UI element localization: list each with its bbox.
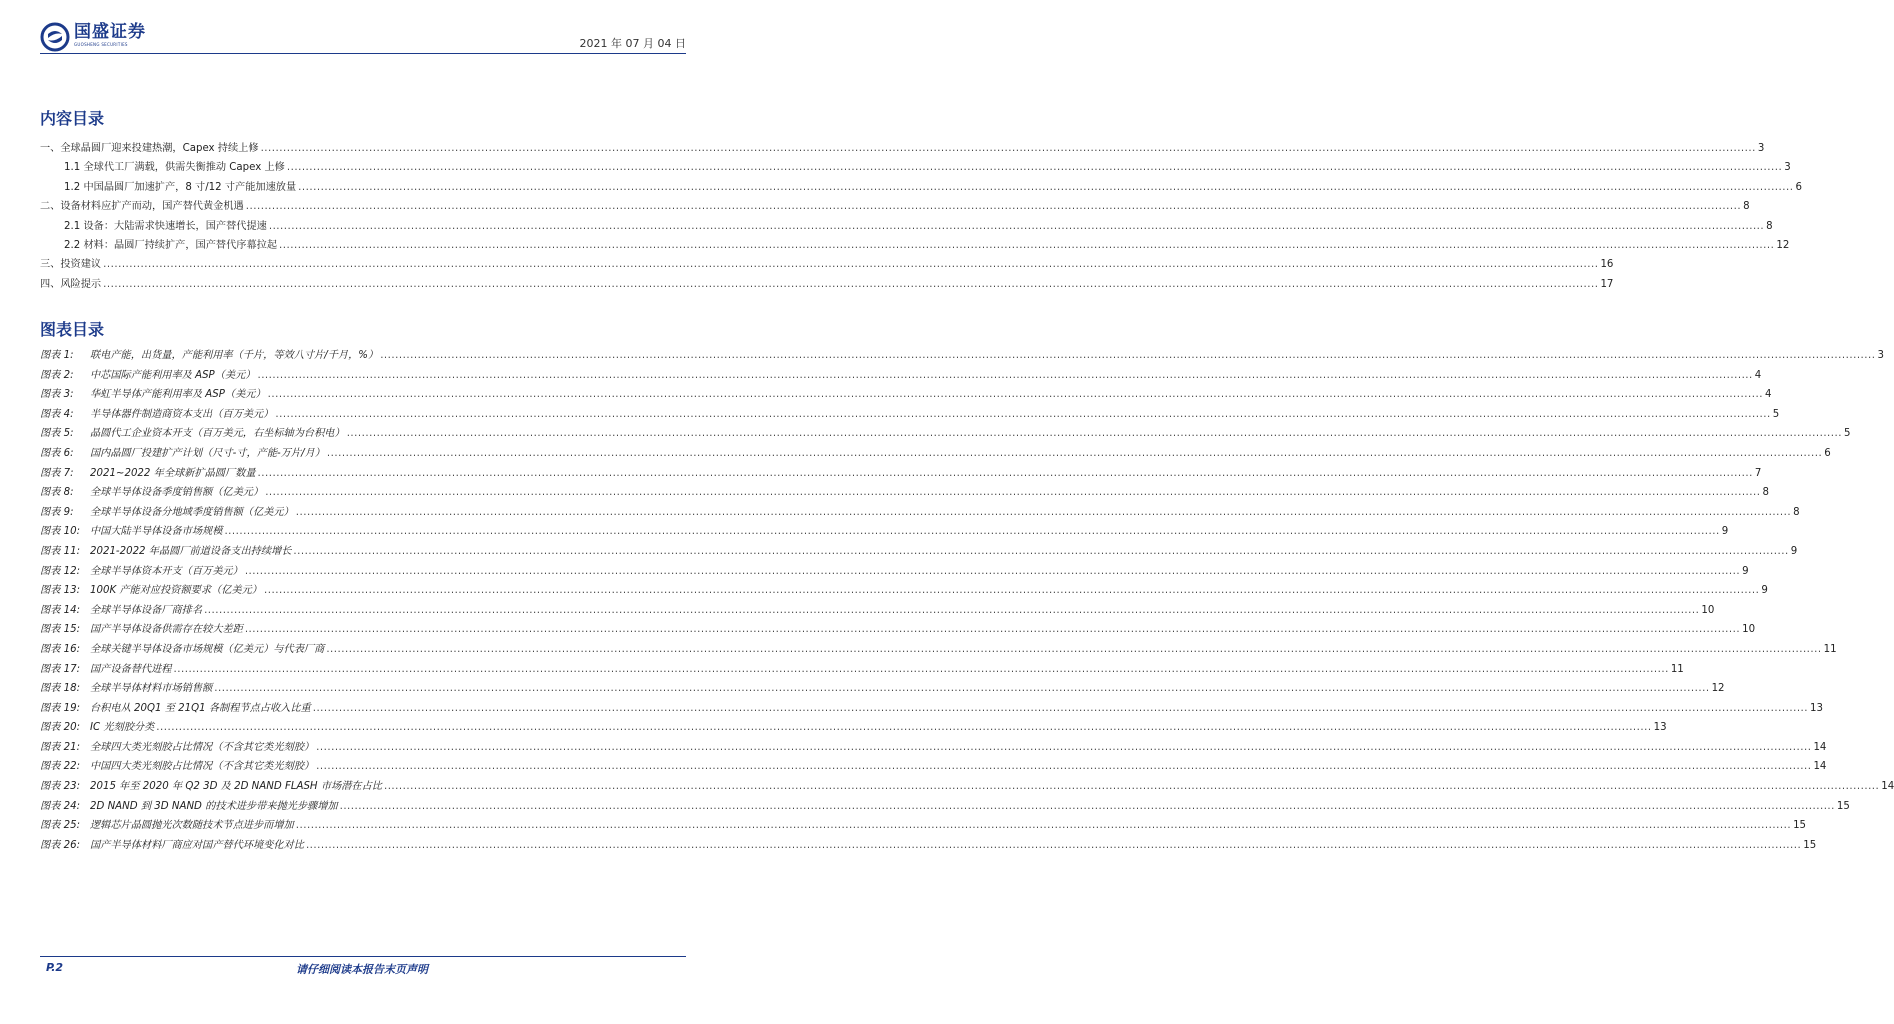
figure-entry[interactable] [40,483,1769,503]
figure-leader-dots: ................................................................................................................................................................................................................................................................................................................................................................................................................ [293,545,1789,557]
figure-entry-label: 中国四大类光刻胶占比情况（不含其它类光刻胶） [90,761,315,773]
figure-entry-page: 12 [1711,683,1725,695]
figure-entry-label: 逻辑芯片晶圆抛光次数随技术节点进步而增加 [90,820,294,832]
figure-entry-label: 国产设备替代进程 [90,663,172,675]
figure-entry[interactable] [40,464,1762,484]
figure-entry[interactable] [40,777,1894,797]
page-header [0,0,724,60]
figure-leader-dots: ................................................................................................................................................................................................................................................................................................................................................................................................................ [312,702,1809,714]
figure-entry-number: 图表 15: [40,624,81,636]
figure-entry-label: 国产半导体设备供需存在较大差距 [90,624,243,636]
figure-entry[interactable] [40,797,1850,817]
toc-leader-dots: ................................................................................................................................................................................................................................................................................................................................................................................................................ [103,259,1599,271]
figure-leader-dots: ................................................................................................................................................................................................................................................................................................................................................................................................................ [339,800,1835,812]
figure-entry-page: 9 [1721,526,1729,538]
brand-name: 国盛证券 [74,22,146,42]
figure-entry-label: 国产半导体材料厂商应对国产替代环境变化对比 [90,839,304,851]
toc-entry-page: 8 [1766,220,1773,232]
figure-entry[interactable] [40,522,1729,542]
figure-entry[interactable] [40,816,1807,836]
figure-entry-label: IC 光刻胶分类 [90,722,155,734]
toc-leader-dots: ................................................................................................................................................................................................................................................................................................................................................................................................................ [245,201,1742,213]
figure-entry-page: 7 [1754,467,1762,479]
figure-entry-page: 5 [1772,408,1780,420]
figure-entry-label: 国内晶圆厂投建扩产计划（尺寸-寸，产能-万片/月） [90,447,325,459]
figure-entry[interactable] [40,699,1823,719]
toc-entry-page: 3 [1784,162,1791,174]
figure-leader-dots: ................................................................................................................................................................................................................................................................................................................................................................................................................ [214,683,1710,695]
figure-entry[interactable] [40,640,1837,660]
figure-entry[interactable] [40,581,1768,601]
figure-leader-dots: ................................................................................................................................................................................................................................................................................................................................................................................................................ [264,585,1760,597]
figure-entry-page: 9 [1742,565,1749,577]
figure-leader-dots: ................................................................................................................................................................................................................................................................................................................................................................................................................ [295,820,1792,832]
figure-entry-page: 14 [1813,761,1827,773]
figure-entry-label: 全球半导体设备季度销售额（亿美元） [90,487,264,499]
toc-entry-page: 3 [1757,143,1765,154]
figure-entry-page: 15 [1793,820,1807,832]
figure-entry[interactable] [40,836,1817,856]
figure-entry-number: 图表 16: [40,643,81,655]
figure-entry-label: 全球四大类光刻胶占比情况（不含其它类光刻胶） [90,741,315,753]
brand-logo [40,22,146,52]
contents-title: 内容目录 [40,109,105,128]
footer-divider [40,956,686,957]
figure-entry-page: 15 [1803,839,1817,851]
toc-entry-page: 12 [1776,239,1790,251]
figure-entry-page: 9 [1761,585,1768,597]
figure-entry[interactable] [40,444,1831,464]
figure-entry-label: 全球关键半导体设备市场规模（亿美元）与代表厂商 [90,643,325,655]
figures-title: 图表目录 [40,320,105,339]
toc-leader-dots: ................................................................................................................................................................................................................................................................................................................................................................................................................ [260,143,1756,154]
figure-entry-page: 13 [1653,722,1667,734]
figure-entry[interactable] [40,738,1827,758]
figure-entry-number: 图表 12: [40,565,81,577]
figure-entry-number: 图表 7: [40,467,74,479]
figure-leader-dots: ................................................................................................................................................................................................................................................................................................................................................................................................................ [380,350,1876,361]
figure-entry-label: 2D NAND 到 3D NAND 的技术进步带来抛光步骤增加 [90,800,338,812]
figure-leader-dots: ................................................................................................................................................................................................................................................................................................................................................................................................................ [346,428,1843,440]
toc-entry-page: 6 [1795,181,1802,193]
figure-leader-dots: ................................................................................................................................................................................................................................................................................................................................................................................................................ [224,526,1720,538]
header-divider [40,53,686,54]
figure-entry[interactable] [40,660,1684,680]
figure-entry-label: 全球半导体材料市场销售额 [90,683,213,695]
figure-entry-page: 5 [1844,428,1851,440]
figure-entry-number: 图表 13: [40,585,81,597]
figure-entry-label: 华虹半导体产能利用率及 ASP（美元） [90,389,266,401]
figure-entry-page: 4 [1754,369,1762,381]
figure-leader-dots: ................................................................................................................................................................................................................................................................................................................................................................................................................ [257,369,1753,381]
figure-leader-dots: ................................................................................................................................................................................................................................................................................................................................................................................................................ [265,487,1761,499]
toc-entry[interactable] [40,275,1614,294]
figure-entry-page: 4 [1764,389,1772,401]
toc-entry-page: 16 [1600,259,1614,271]
figure-entry-number: 图表 24: [40,800,81,812]
figure-entry-page: 13 [1810,702,1823,714]
figure-leader-dots: ................................................................................................................................................................................................................................................................................................................................................................................................................ [295,506,1792,518]
toc-entry[interactable] [40,217,1773,236]
figure-leader-dots: ................................................................................................................................................................................................................................................................................................................................................................................................................ [305,839,1802,851]
figure-entry-label: 联电产能，出货量，产能利用率（千片，等效八寸片/千月，%） [90,350,379,361]
figure-entry[interactable] [40,405,1780,425]
figures-list [40,346,1894,855]
toc-entry-label: 四、风险提示 [40,278,102,290]
figure-entry-number: 图表 25: [40,820,81,832]
figure-entry-number: 图表 20: [40,722,81,734]
page-number: P.2 [46,961,64,974]
contents-list [40,139,1802,294]
toc-entry[interactable] [40,236,1790,255]
figure-entry-label: 中国大陆半导体设备市场规模 [90,526,223,538]
figure-entry-page: 11 [1823,643,1837,655]
toc-entry-label: 三、投资建议 [40,259,102,271]
toc-leader-dots: ................................................................................................................................................................................................................................................................................................................................................................................................................ [103,278,1599,290]
toc-entry[interactable] [40,255,1614,274]
brand-emblem-icon [40,22,70,52]
toc-entry[interactable] [40,178,1802,197]
figure-entry-number: 图表 9: [40,506,74,518]
toc-leader-dots: ................................................................................................................................................................................................................................................................................................................................................................................................................ [298,181,1794,193]
figure-entry-label: 全球半导体设备分地域季度销售额（亿美元） [90,506,294,518]
toc-entry-label: 1.2 中国晶圆厂加速扩产，8 寸/12 寸产能加速放量 [64,181,297,193]
figure-entry-number: 图表 6: [40,447,74,459]
toc-entry[interactable] [40,139,1765,158]
figure-entry-page: 11 [1670,663,1684,675]
figure-entry-page: 10 [1742,624,1756,636]
figure-entry-label: 台积电从 20Q1 至 21Q1 各制程节点占收入比重 [90,702,311,714]
toc-entry[interactable] [40,197,1750,216]
figure-entry-number: 图表 18: [40,683,81,695]
figure-entry[interactable] [40,562,1749,582]
figure-entry[interactable] [40,503,1800,523]
figure-leader-dots: ................................................................................................................................................................................................................................................................................................................................................................................................................ [316,741,1812,753]
toc-entry-label: 二、设备材料应扩产而动，国产替代黄金机遇 [40,201,244,213]
figure-entry-number: 图表 1: [40,350,74,361]
figure-entry-label: 半导体器件制造商资本支出（百万美元） [90,408,274,420]
figure-entry-number: 图表 10: [40,526,81,538]
figure-leader-dots: ................................................................................................................................................................................................................................................................................................................................................................................................................ [326,643,1822,655]
figure-entry-label: 晶圆代工企业资本开支（百万美元，右坐标轴为台积电） [90,428,345,440]
figure-entry-label: 中芯国际产能利用率及 ASP（美元） [90,369,256,381]
toc-leader-dots: ................................................................................................................................................................................................................................................................................................................................................................................................................ [279,239,1775,251]
figure-leader-dots: ................................................................................................................................................................................................................................................................................................................................................................................................................ [316,761,1812,773]
footer-disclaimer: 请仔细阅读本报告末页声明 [296,963,428,976]
toc-entry-label: 一、全球晶圆厂迎来投建热潮，Capex 持续上修 [40,143,259,154]
figure-entry[interactable] [40,542,1798,562]
toc-leader-dots: ................................................................................................................................................................................................................................................................................................................................................................................................................ [268,220,1765,232]
figure-entry-number: 图表 17: [40,663,81,675]
figure-entry-number: 图表 23: [40,781,81,793]
figure-entry-number: 图表 11: [40,545,81,557]
figure-entry-label: 全球半导体设备厂商排名 [90,604,203,616]
figure-entry-number: 图表 21: [40,741,81,753]
figure-leader-dots: ................................................................................................................................................................................................................................................................................................................................................................................................................ [156,722,1652,734]
toc-entry[interactable] [40,158,1791,177]
toc-entry-page: 17 [1600,278,1614,290]
figure-entry-number: 图表 3: [40,389,74,401]
figure-entry-number: 图表 5: [40,428,74,440]
figure-entry-label: 2021-2022 年晶圆厂前道设备支出持续增长 [90,545,292,557]
figure-entry-number: 图表 4: [40,408,74,420]
figure-leader-dots: ................................................................................................................................................................................................................................................................................................................................................................................................................ [257,467,1753,479]
figure-entry-number: 图表 8: [40,487,74,499]
figure-entry-page: 14 [1881,781,1894,793]
figure-leader-dots: ................................................................................................................................................................................................................................................................................................................................................................................................................ [275,408,1771,420]
figure-entry-page: 8 [1793,506,1800,518]
figure-leader-dots: ................................................................................................................................................................................................................................................................................................................................................................................................................ [267,389,1763,401]
figure-entry-page: 9 [1790,545,1798,557]
figure-entry-page: 8 [1762,487,1769,499]
figure-leader-dots: ................................................................................................................................................................................................................................................................................................................................................................................................................ [244,565,1741,577]
figure-entry-page: 3 [1877,350,1884,361]
figure-leader-dots: ................................................................................................................................................................................................................................................................................................................................................................................................................ [204,604,1700,616]
toc-entry-label: 2.2 材料：晶圆厂持续扩产，国产替代序幕拉起 [64,239,278,251]
figure-entry-number: 图表 22: [40,761,81,773]
toc-entry-label: 2.1 设备：大陆需求快速增长，国产替代提速 [64,220,267,232]
toc-entry-page: 8 [1743,201,1750,213]
figure-entry-label: 100K 产能对应投资额要求（亿美元） [90,585,262,597]
figure-leader-dots: ................................................................................................................................................................................................................................................................................................................................................................................................................ [383,781,1880,793]
report-date: 2021 年 07 月 04 日 [579,37,686,50]
figure-entry-number: 图表 2: [40,369,74,381]
figure-entry[interactable] [40,718,1667,738]
figure-entry-label: 2021~2022 年全球新扩晶圆厂数量 [90,467,256,479]
figure-entry[interactable] [40,601,1715,621]
figure-entry-label: 全球半导体资本开支（百万美元） [90,565,243,577]
figure-leader-dots: ................................................................................................................................................................................................................................................................................................................................................................................................................ [326,447,1823,459]
figure-entry-number: 图表 19: [40,702,81,714]
toc-leader-dots: ................................................................................................................................................................................................................................................................................................................................................................................................................ [286,162,1783,174]
figure-entry-number: 图表 26: [40,839,81,851]
figure-entry-page: 6 [1824,447,1831,459]
figure-entry-page: 10 [1701,604,1715,616]
figure-entry-page: 14 [1813,741,1827,753]
figure-entry-page: 15 [1836,800,1850,812]
figure-entry-label: 2015 年至 2020 年 Q2 3D 及 2D NAND FLASH 市场潜在占比 [90,781,382,793]
figure-entry[interactable] [40,679,1725,699]
figure-entry[interactable] [40,620,1756,640]
brand-subtitle: GUOSHENG SECURITIES [74,42,128,47]
figure-entry[interactable] [40,366,1762,386]
figure-leader-dots: ................................................................................................................................................................................................................................................................................................................................................................................................................ [244,624,1741,636]
figure-entry[interactable] [40,424,1851,444]
toc-entry-label: 1.1 全球代工厂满载，供需失衡推动 Capex 上修 [64,162,285,174]
figure-entry[interactable] [40,385,1772,405]
figure-entry-number: 图表 14: [40,604,81,616]
figure-entry[interactable] [40,346,1884,366]
figure-entry[interactable] [40,757,1827,777]
figure-leader-dots: ................................................................................................................................................................................................................................................................................................................................................................................................................ [173,663,1669,675]
